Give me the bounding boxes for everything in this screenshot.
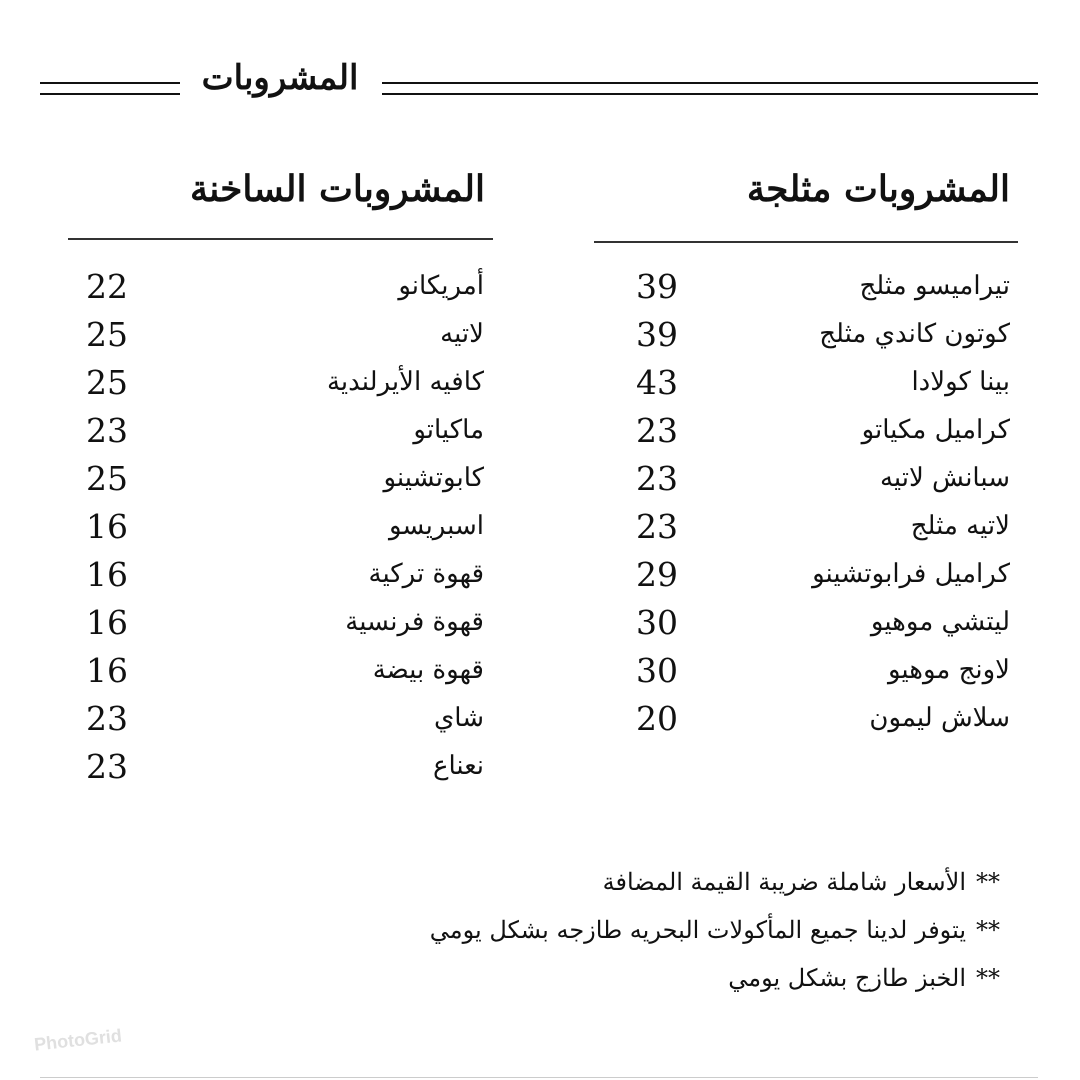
item-price: 30 — [636, 603, 678, 642]
menu-item — [630, 603, 1010, 651]
menu-item — [80, 651, 484, 699]
item-name: كافيه الأيرلندية — [326, 367, 484, 397]
item-price: 23 — [636, 411, 678, 450]
item-price: 43 — [636, 363, 678, 402]
item-price: 23 — [636, 507, 678, 546]
item-price: 39 — [636, 315, 678, 354]
menu-item — [630, 651, 1010, 699]
item-name: لاتيه مثلج — [910, 511, 1010, 541]
item-name: لاتيه — [440, 319, 484, 349]
item-price: 39 — [636, 267, 678, 306]
item-price: 25 — [86, 363, 128, 402]
menu-item — [80, 363, 484, 411]
item-name: كراميل فرابوتشينو — [812, 559, 1010, 589]
item-price: 20 — [636, 699, 678, 738]
item-price: 22 — [86, 267, 128, 306]
item-name: قهوة فرنسية — [345, 607, 484, 637]
item-name: سلاش ليمون — [869, 703, 1010, 733]
cold-drinks-list — [630, 267, 1010, 747]
hot-drinks-list — [80, 267, 484, 795]
item-name: بينا كولادا — [911, 367, 1010, 397]
item-price: 23 — [86, 411, 128, 450]
item-name: قهوة تركية — [368, 559, 484, 589]
item-price: 23 — [86, 699, 128, 738]
note-stars: ** — [976, 964, 1000, 992]
menu-item — [630, 315, 1010, 363]
note-line — [380, 858, 1000, 906]
menu-item — [80, 315, 484, 363]
header-rule-right — [382, 82, 1038, 95]
menu-item — [630, 459, 1010, 507]
menu-item — [630, 411, 1010, 459]
item-name: اسبريسو — [388, 511, 484, 541]
item-name: كابوتشينو — [383, 463, 484, 493]
item-price: 16 — [86, 555, 128, 594]
menu-item — [630, 699, 1010, 747]
item-price: 23 — [86, 747, 128, 786]
footer-notes — [380, 858, 1000, 1002]
menu-item — [80, 459, 484, 507]
note-text: الخبز طازج بشكل يومي — [728, 964, 966, 992]
item-name: كراميل مكياتو — [861, 415, 1010, 445]
item-name: تيراميسو مثلج — [859, 271, 1010, 301]
note-line — [380, 954, 1000, 1002]
item-price: 16 — [86, 507, 128, 546]
item-price: 25 — [86, 315, 128, 354]
page-title: المشروبات — [201, 58, 359, 98]
cold-drinks-rule — [594, 241, 1018, 243]
item-price: 29 — [636, 555, 678, 594]
item-name: لاونج موهيو — [887, 655, 1010, 685]
photogrid-watermark: PhotoGrid — [33, 1025, 123, 1055]
item-price: 23 — [636, 459, 678, 498]
note-line — [380, 906, 1000, 954]
note-text: يتوفر لدينا جميع المأكولات البحريه طازجه بشكل يومي — [429, 916, 966, 944]
cold-drinks-title: المشروبات مثلجة — [746, 168, 1010, 210]
item-name: ليتشي موهيو — [870, 607, 1010, 637]
menu-item — [80, 747, 484, 795]
menu-item — [630, 555, 1010, 603]
item-name: كوتون كاندي مثلج — [819, 319, 1010, 349]
item-price: 16 — [86, 603, 128, 642]
menu-item — [630, 363, 1010, 411]
menu-item — [630, 267, 1010, 315]
menu-item — [630, 507, 1010, 555]
item-name: سبانش لاتيه — [879, 463, 1010, 493]
menu-item — [80, 507, 484, 555]
item-name: أمريكانو — [398, 271, 484, 301]
menu-item — [80, 411, 484, 459]
menu-item — [80, 699, 484, 747]
menu-item — [80, 603, 484, 651]
note-stars: ** — [976, 868, 1000, 896]
note-text: الأسعار شاملة ضريبة القيمة المضافة — [602, 868, 966, 896]
hot-drinks-title: المشروبات الساخنة — [189, 168, 485, 210]
item-name: ماكياتو — [413, 415, 484, 445]
item-price: 16 — [86, 651, 128, 690]
item-price: 30 — [636, 651, 678, 690]
hot-drinks-rule — [68, 238, 493, 240]
header-rule-left — [40, 82, 180, 95]
item-name: قهوة بيضة — [372, 655, 484, 685]
menu-item — [80, 267, 484, 315]
item-price: 25 — [86, 459, 128, 498]
bottom-rule — [40, 1077, 1038, 1078]
item-name: نعناع — [432, 751, 484, 781]
item-name: شاي — [433, 703, 484, 733]
note-stars: ** — [976, 916, 1000, 944]
menu-item — [80, 555, 484, 603]
